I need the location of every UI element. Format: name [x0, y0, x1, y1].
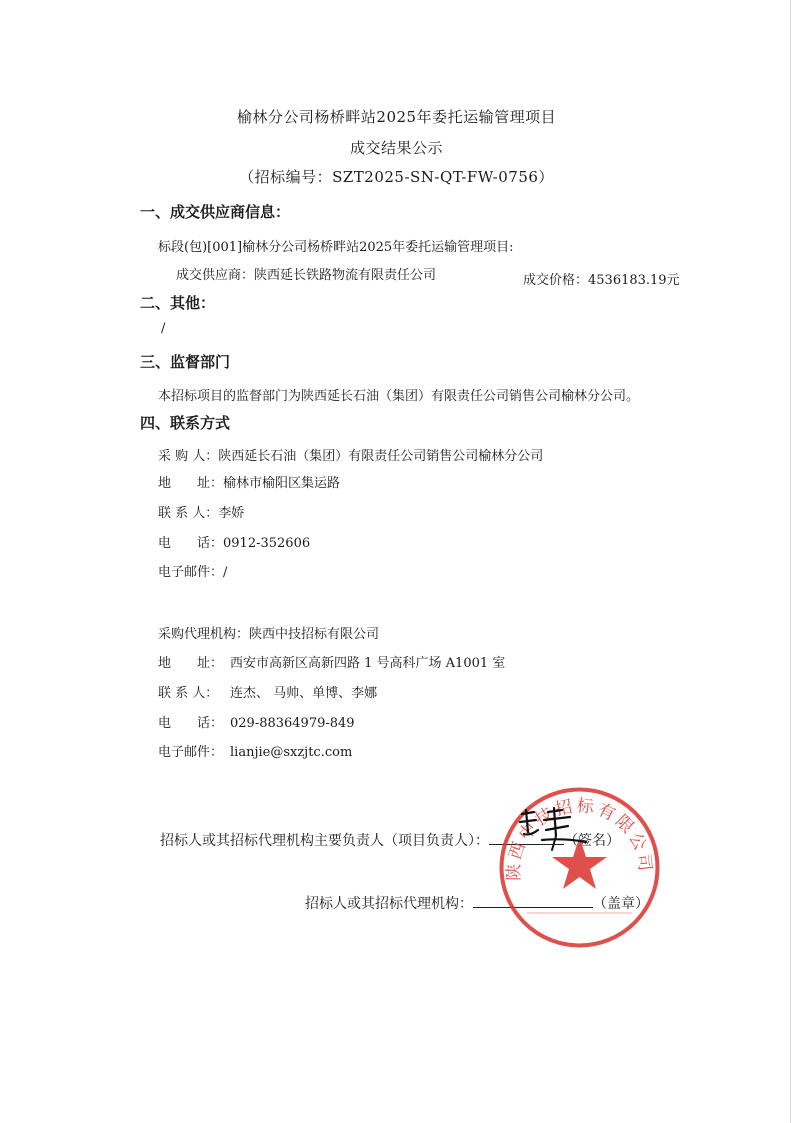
seal-label: 招标人或其招标代理机构： — [305, 896, 473, 912]
signature-label: 招标人或其招标代理机构主要负责人（项目负责人）： — [160, 833, 489, 849]
agency-contact-row — [158, 682, 377, 701]
field-label: 联 系 人： — [158, 506, 219, 521]
field-value: / — [223, 565, 228, 580]
purchaser-name-row — [158, 445, 543, 464]
field-label: 采购代理机构： — [158, 627, 250, 642]
seal-suffix: （盖章） — [593, 896, 649, 912]
purchaser-address-row — [158, 472, 340, 491]
winning-price: 成交价格：4536183.19元 — [523, 273, 680, 288]
tender-number: （招标编号：SZT2025-SN-QT-FW-0756） — [239, 168, 554, 186]
field-value: 029-88364979-849 — [230, 716, 355, 731]
agency-phone-row — [158, 712, 355, 731]
field-value: 李娇 — [218, 506, 245, 521]
purchaser-phone-row — [158, 532, 310, 551]
field-label: 联 系 人： — [158, 686, 219, 701]
field-label: 地 址： — [158, 476, 224, 491]
field-label: 电子邮件： — [158, 565, 224, 580]
field-value: 0912-352606 — [223, 536, 311, 551]
field-value: 陕西延长石油（集团）有限责任公司销售公司榆林分公司 — [218, 449, 544, 464]
document-title: 榆林分公司杨桥畔站2025年委托运输管理项目 — [236, 108, 557, 126]
seal-text: 陕西中技招标有限公司 — [504, 796, 656, 881]
document-subtitle: 成交结果公示 — [349, 139, 443, 157]
handwritten-signature — [516, 806, 596, 856]
section-heading-other: 二、其他： — [140, 294, 216, 312]
field-value: 连杰、 马帅、单博、李娜 — [230, 686, 378, 701]
agency-address-row — [158, 652, 505, 671]
lot-line: 标段(包)[001]榆林分公司杨桥畔站2025年委托运输管理项目: — [158, 240, 514, 255]
section-heading-supervision: 三、监督部门 — [140, 353, 231, 371]
signature-suffix: （签名） — [564, 833, 620, 849]
supervision-content: 本招标项目的监督部门为陕西延长石油（集团）有限责任公司销售公司榆林分公司。 — [158, 389, 640, 404]
field-label: 采 购 人： — [158, 449, 219, 464]
field-value: 榆林市榆阳区集运路 — [223, 476, 341, 491]
field-label: 电子邮件： — [158, 745, 224, 760]
purchaser-contact-row — [158, 502, 244, 521]
field-label: 地 址： — [158, 656, 224, 671]
field-value: 西安市高新区高新四路 1 号高科广场 A1001 室 — [230, 656, 506, 671]
purchaser-email-row — [158, 561, 227, 580]
agency-email-row — [158, 741, 352, 760]
other-content: / — [161, 321, 166, 336]
agency-name-row — [158, 623, 379, 642]
field-label: 电 话： — [158, 536, 224, 551]
field-value: 陕西中技招标有限公司 — [249, 627, 380, 642]
field-value: lianjie@sxzjtc.com — [230, 745, 353, 760]
field-label: 电 话： — [158, 716, 224, 731]
winning-supplier: 成交供应商：陕西延长铁路物流有限责任公司 — [176, 268, 437, 283]
section-heading-supplier: 一、成交供应商信息： — [140, 203, 291, 221]
section-heading-contact: 四、联系方式 — [140, 414, 231, 432]
